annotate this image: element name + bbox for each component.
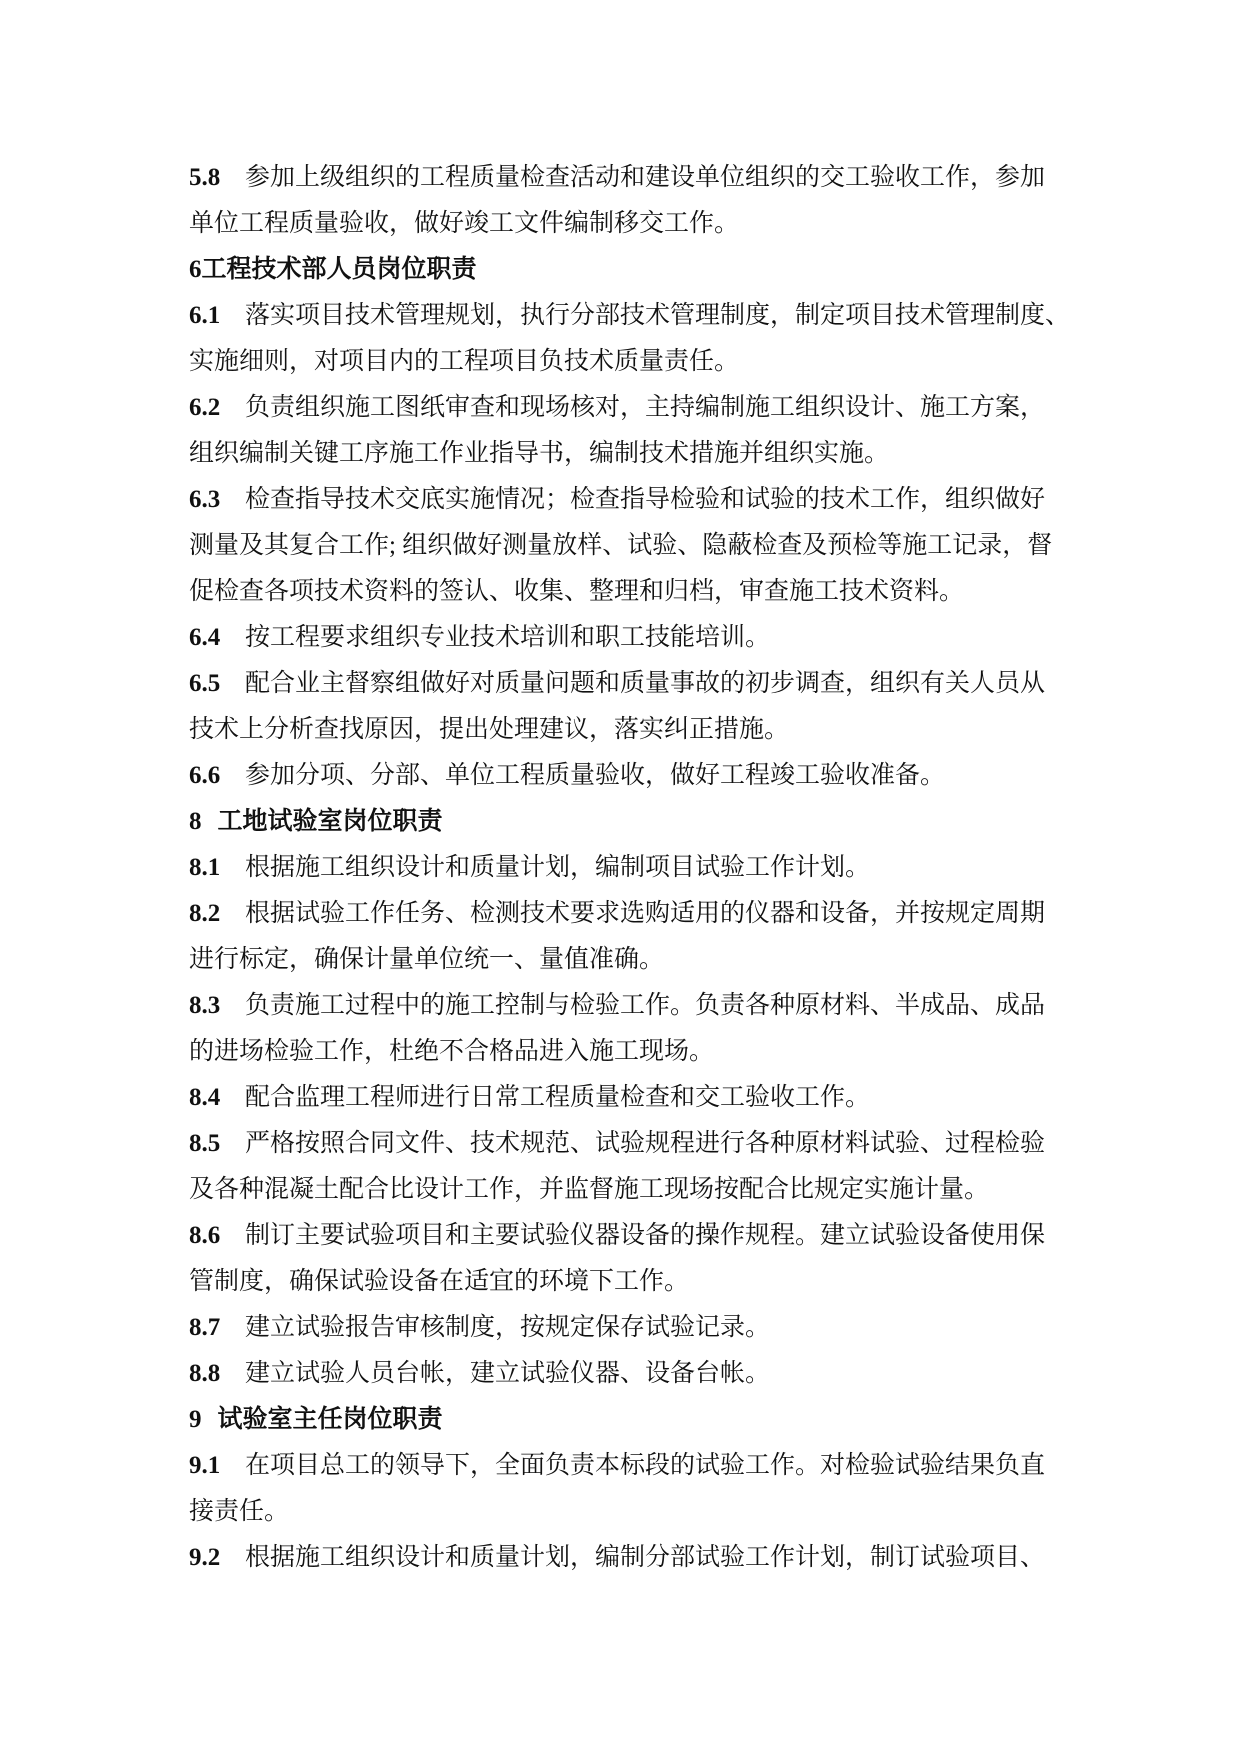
clause	[189, 293, 1089, 385]
section-heading	[189, 799, 1089, 845]
clause-line	[189, 1305, 1089, 1351]
section-number: 8	[189, 808, 202, 835]
clause	[189, 661, 1089, 753]
clause-line	[189, 431, 1089, 477]
clause	[189, 1443, 1089, 1535]
clause-line	[189, 1259, 1089, 1305]
section-title: 工地试验室岗位职责	[217, 808, 443, 835]
clause-line	[189, 937, 1089, 983]
clause-text: 根据施工组织设计和质量计划，编制项目试验工作计划。	[245, 854, 871, 881]
section-number: 9	[189, 1406, 202, 1433]
clause-text: 及各种混凝土配合比设计工作，并监督施工现场按配合比规定实施计量。	[189, 1176, 990, 1203]
clause-number: 8.8	[189, 1360, 221, 1387]
clause-text: 建立试验报告审核制度，按规定保存试验记录。	[245, 1314, 771, 1341]
clause	[189, 845, 1089, 891]
clause-number: 8.1	[189, 854, 221, 881]
clause-text: 负责组织施工图纸审查和现场核对，主持编制施工组织设计、施工方案，	[245, 394, 1046, 421]
clause-line	[189, 1489, 1089, 1535]
clause-number: 6.4	[189, 624, 221, 651]
clause-line	[189, 385, 1089, 431]
clause-number: 9.1	[189, 1452, 221, 1479]
clause-text: 测量及其复合工作; 组织做好测量放样、试验、隐蔽检查及预检等施工记录，督	[189, 532, 1053, 559]
clause-text: 在项目总工的领导下，全面负责本标段的试验工作。对检验试验结果负直	[245, 1452, 1046, 1479]
clause-text: 技术上分析查找原因，提出处理建议，落实纠正措施。	[189, 716, 790, 743]
clause-line	[189, 201, 1089, 247]
clause-number: 8.3	[189, 992, 221, 1019]
clause-line	[189, 1535, 1089, 1581]
clause-number: 8.5	[189, 1130, 221, 1157]
clause-line	[189, 891, 1089, 937]
clause-number: 8.7	[189, 1314, 221, 1341]
clause-line	[189, 1167, 1089, 1213]
section-title: 6工程技术部人员岗位职责	[189, 256, 477, 283]
clause-text: 制订主要试验项目和主要试验仪器设备的操作规程。建立试验设备使用保	[245, 1222, 1046, 1249]
clause-number: 6.2	[189, 394, 221, 421]
clause	[189, 753, 1089, 799]
clause-text: 负责施工过程中的施工控制与检验工作。负责各种原材料、半成品、成品	[245, 992, 1046, 1019]
clause-line	[189, 845, 1089, 891]
clause-text: 配合监理工程师进行日常工程质量检查和交工验收工作。	[245, 1084, 871, 1111]
clause-line	[189, 1029, 1089, 1075]
clause	[189, 1213, 1089, 1305]
clause	[189, 1305, 1089, 1351]
clause-line	[189, 1213, 1089, 1259]
clause	[189, 1535, 1089, 1581]
clause-text: 按工程要求组织专业技术培训和职工技能培训。	[245, 624, 771, 651]
clause-number: 5.8	[189, 164, 221, 191]
clause-text: 的进场检验工作，杜绝不合格品进入施工现场。	[189, 1038, 715, 1065]
clause-text: 检查指导技术交底实施情况；检查指导检验和试验的技术工作，组织做好	[245, 486, 1046, 513]
clause-number: 6.3	[189, 486, 221, 513]
clause	[189, 477, 1089, 615]
clause-text: 配合业主督察组做好对质量问题和质量事故的初步调查，组织有关人员从	[245, 670, 1046, 697]
clause-text: 落实项目技术管理规划，执行分部技术管理制度，制定项目技术管理制度、	[245, 302, 1071, 329]
clause-line	[189, 1351, 1089, 1397]
section-heading	[189, 247, 1089, 293]
section-title: 试验室主任岗位职责	[217, 1406, 443, 1433]
clause-number: 8.4	[189, 1084, 221, 1111]
clause-text: 根据试验工作任务、检测技术要求选购适用的仪器和设备，并按规定周期	[245, 900, 1046, 927]
clause	[189, 983, 1089, 1075]
clause-text: 接责任。	[189, 1498, 290, 1525]
clause-number: 8.6	[189, 1222, 221, 1249]
clause-line	[189, 339, 1089, 385]
clause-number: 6.6	[189, 762, 221, 789]
clause-line	[189, 753, 1089, 799]
clause-text: 组织编制关键工序施工作业指导书，编制技术措施并组织实施。	[189, 440, 890, 467]
clause	[189, 1351, 1089, 1397]
clause-number: 8.2	[189, 900, 221, 927]
section-heading	[189, 1397, 1089, 1443]
clause-line	[189, 661, 1089, 707]
clause-text: 参加上级组织的工程质量检查活动和建设单位组织的交工验收工作，参加	[245, 164, 1046, 191]
clause	[189, 1121, 1089, 1213]
clause-text: 管制度，确保试验设备在适宜的环境下工作。	[189, 1268, 690, 1295]
clause	[189, 891, 1089, 983]
clause-line	[189, 615, 1089, 661]
clause-number: 9.2	[189, 1544, 221, 1571]
clause-line	[189, 155, 1089, 201]
clause-line	[189, 707, 1089, 753]
clause	[189, 385, 1089, 477]
clause-text: 实施细则，对项目内的工程项目负技术质量责任。	[189, 348, 740, 375]
clause-line	[189, 1121, 1089, 1167]
clause-text: 根据施工组织设计和质量计划，编制分部试验工作计划，制订试验项目、	[245, 1544, 1046, 1571]
clause-line	[189, 983, 1089, 1029]
clause-line	[189, 293, 1089, 339]
clause-number: 6.1	[189, 302, 221, 329]
clause-text: 单位工程质量验收，做好竣工文件编制移交工作。	[189, 210, 740, 237]
clause-text: 参加分项、分部、单位工程质量验收，做好工程竣工验收准备。	[245, 762, 946, 789]
clause-text: 建立试验人员台帐，建立试验仪器、设备台帐。	[245, 1360, 771, 1387]
clause-line	[189, 1075, 1089, 1121]
clause-line	[189, 569, 1089, 615]
clause-line	[189, 523, 1089, 569]
clause-text: 严格按照合同文件、技术规范、试验规程进行各种原材料试验、过程检验	[245, 1130, 1046, 1157]
clause-number: 6.5	[189, 670, 221, 697]
clause-text: 进行标定，确保计量单位统一、量值准确。	[189, 946, 665, 973]
clause	[189, 615, 1089, 661]
clause-line	[189, 1443, 1089, 1489]
clause	[189, 155, 1089, 247]
clause-text: 促检查各项技术资料的签认、收集、整理和归档，审查施工技术资料。	[189, 578, 965, 605]
clause-line	[189, 477, 1089, 523]
document-page	[189, 155, 1089, 1581]
clause	[189, 1075, 1089, 1121]
